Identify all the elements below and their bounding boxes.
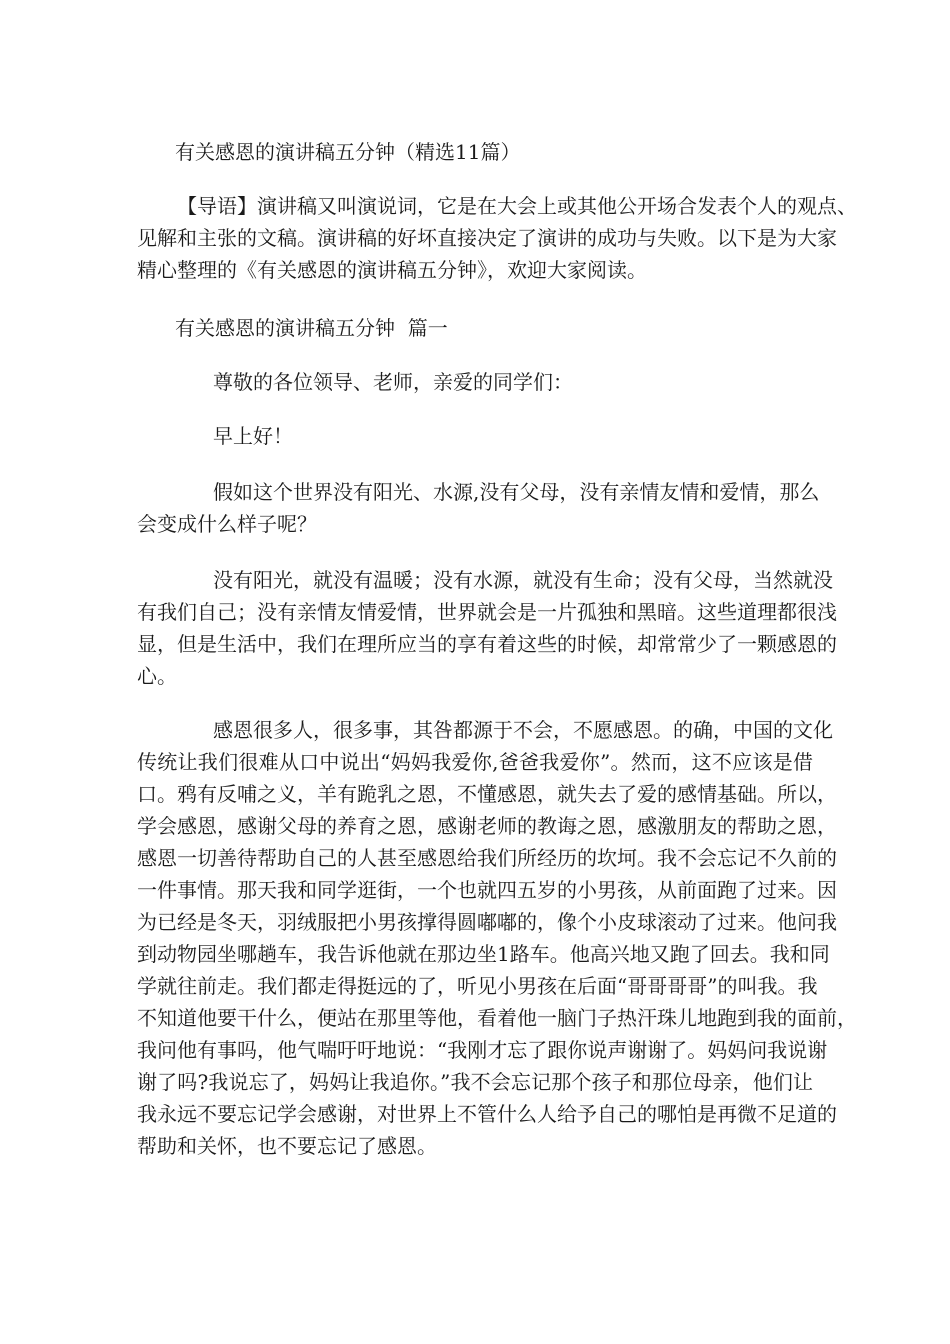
paragraph-line: 为已经是冬天，羽绒服把小男孩撑得圆嘟嘟的，像个小皮球滚动了过来。他问我 xyxy=(137,910,837,934)
title-text: 有关感恩的演讲稿五分钟（精选11篇） xyxy=(175,140,521,164)
paragraph-line: 我永远不要忘记学会感谢，对世界上不管什么人给予自己的哪怕是再微不足道的 xyxy=(137,1102,837,1126)
intro-line: 精心整理的《有关感恩的演讲稿五分钟》，欢迎大家阅读。 xyxy=(137,258,647,282)
greeting-text: 早上好！ xyxy=(213,424,293,448)
paragraph-line: 没有阳光，就没有温暖；没有水源，就没有生命；没有父母，当然就没 xyxy=(213,568,833,592)
intro-paragraph xyxy=(137,190,857,286)
paragraph-line: 学就往前走。我们都走得挺远的了，听见小男孩在后面“哥哥哥哥”的叫我。我 xyxy=(137,974,818,998)
paragraph-2 xyxy=(137,564,837,692)
salutation xyxy=(213,366,813,398)
paragraph-3 xyxy=(137,714,857,1162)
document-title xyxy=(175,136,775,168)
greeting xyxy=(213,420,813,452)
paragraph-line: 有我们自己；没有亲情友情爱情，世界就会是一片孤独和黑暗。这些道理都很浅 xyxy=(137,600,837,624)
paragraph-line: 不知道他要干什么，便站在那里等他，看着他一脑门子热汗珠儿地跑到我的面前， xyxy=(137,1006,857,1030)
paragraph-line: 帮助和关怀，也不要忘记了感恩。 xyxy=(137,1134,437,1158)
intro-line: 见解和主张的文稿。演讲稿的好坏直接决定了演讲的成功与失败。以下是为大家 xyxy=(137,226,837,250)
paragraph-line: 我问他有事吗，他气喘吁吁地说：“我刚才忘了跟你说声谢谢了。妈妈问我说谢 xyxy=(137,1038,828,1062)
paragraph-line: 谢了吗?我说忘了，妈妈让我追你。”我不会忘记那个孩子和那位母亲，他们让 xyxy=(137,1070,813,1094)
section-heading-text: 有关感恩的演讲稿五分钟 篇一 xyxy=(175,316,448,340)
paragraph-line: 显，但是生活中，我们在理所应当的享有着这些的时候，却常常少了一颗感恩的 xyxy=(137,632,837,656)
paragraph-line: 假如这个世界没有阳光、水源,没有父母，没有亲情友情和爱情，那么 xyxy=(213,480,820,504)
paragraph-line: 感恩很多人，很多事，其咎都源于不会，不愿感恩。的确，中国的文化 xyxy=(213,718,833,742)
paragraph-line: 口。鸦有反哺之义，羊有跪乳之恩，不懂感恩，就失去了爱的感情基础。所以， xyxy=(137,782,837,806)
salutation-text: 尊敬的各位领导、老师，亲爱的同学们： xyxy=(213,370,573,394)
paragraph-line: 会变成什么样子呢？ xyxy=(137,512,317,536)
paragraph-line: 一件事情。那天我和同学逛街，一个也就四五岁的小男孩，从前面跑了过来。因 xyxy=(137,878,837,902)
paragraph-line: 传统让我们很难从口中说出“妈妈我爱你,爸爸我爱你”。然而，这不应该是借 xyxy=(137,750,813,774)
section-heading xyxy=(175,312,775,344)
paragraph-line: 到动物园坐哪趟车，我告诉他就在那边坐1路车。他高兴地又跑了回去。我和同 xyxy=(137,942,830,966)
paragraph-line: 心。 xyxy=(137,664,177,688)
paragraph-1 xyxy=(137,476,820,540)
intro-line: 【导语】演讲稿又叫演说词，它是在大会上或其他公开场合发表个人的观点、 xyxy=(177,194,857,218)
paragraph-line: 感恩一切善待帮助自己的人甚至感恩给我们所经历的坎坷。我不会忘记不久前的 xyxy=(137,846,837,870)
paragraph-line: 学会感恩，感谢父母的养育之恩，感谢老师的教诲之恩，感激朋友的帮助之恩， xyxy=(137,814,837,838)
